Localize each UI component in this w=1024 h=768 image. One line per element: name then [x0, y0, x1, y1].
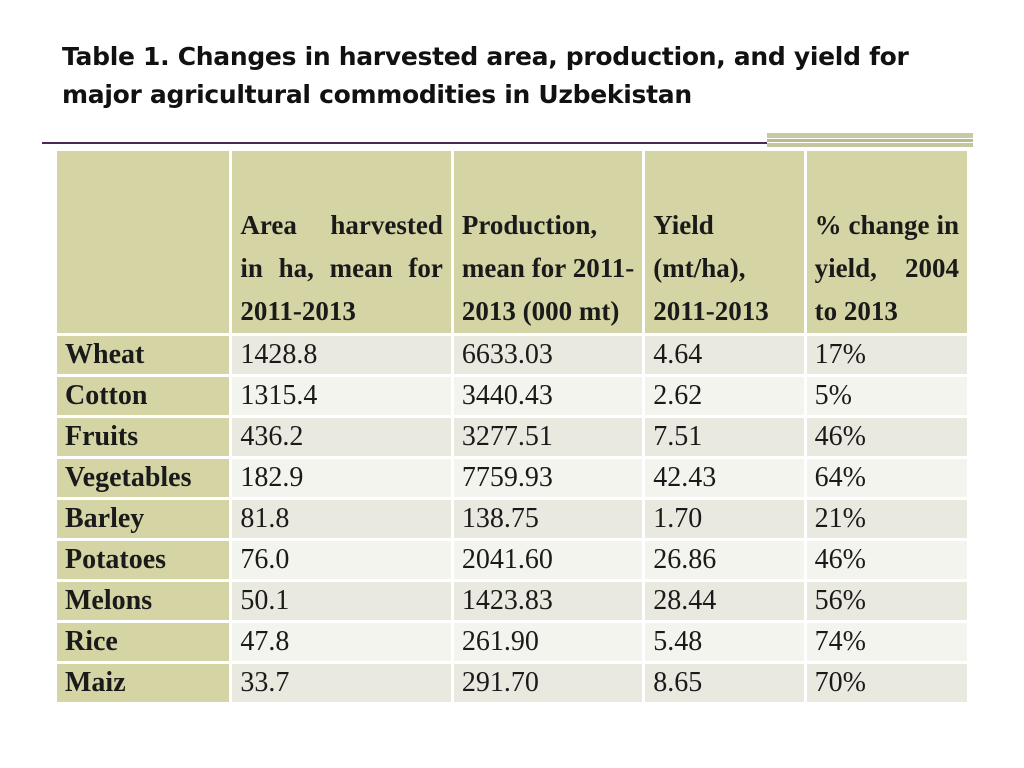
table-row: [57, 664, 967, 702]
cell-yield: 2.62: [645, 377, 803, 415]
table-row: [57, 500, 967, 538]
cell-area: 1315.4: [232, 377, 450, 415]
cell-yield: 42.43: [645, 459, 803, 497]
cell-change: 46%: [807, 541, 967, 579]
row-commodity: Maiz: [57, 664, 229, 702]
cell-change: 70%: [807, 664, 967, 702]
cell-production: 261.90: [454, 623, 642, 661]
header-production: Production, mean for 2011-2013 (000 mt): [454, 151, 642, 333]
table-header-row: [57, 151, 967, 333]
table-row: [57, 418, 967, 456]
header-area: Area harvested in ha, mean for 2011-2013: [232, 151, 450, 333]
cell-area: 81.8: [232, 500, 450, 538]
table-row: [57, 623, 967, 661]
cell-area: 1428.8: [232, 336, 450, 374]
cell-production: 3440.43: [454, 377, 642, 415]
table-row: [57, 459, 967, 497]
row-commodity: Wheat: [57, 336, 229, 374]
cell-yield: 1.70: [645, 500, 803, 538]
cell-area: 50.1: [232, 582, 450, 620]
cell-yield: 28.44: [645, 582, 803, 620]
header-change: % change in yield, 2004 to 2013: [807, 151, 967, 333]
cell-production: 2041.60: [454, 541, 642, 579]
cell-area: 76.0: [232, 541, 450, 579]
row-commodity: Cotton: [57, 377, 229, 415]
cell-yield: 5.48: [645, 623, 803, 661]
row-commodity: Vegetables: [57, 459, 229, 497]
cell-area: 47.8: [232, 623, 450, 661]
row-commodity: Melons: [57, 582, 229, 620]
row-commodity: Potatoes: [57, 541, 229, 579]
cell-change: 21%: [807, 500, 967, 538]
cell-area: 182.9: [232, 459, 450, 497]
row-commodity: Barley: [57, 500, 229, 538]
cell-production: 291.70: [454, 664, 642, 702]
cell-yield: 7.51: [645, 418, 803, 456]
header-commodity: [57, 151, 229, 333]
cell-change: 5%: [807, 377, 967, 415]
table-row: [57, 336, 967, 374]
cell-production: 3277.51: [454, 418, 642, 456]
cell-production: 1423.83: [454, 582, 642, 620]
cell-area: 33.7: [232, 664, 450, 702]
cell-change: 46%: [807, 418, 967, 456]
commodity-table: [54, 148, 970, 705]
cell-production: 6633.03: [454, 336, 642, 374]
table-row: [57, 541, 967, 579]
cell-production: 138.75: [454, 500, 642, 538]
cell-change: 17%: [807, 336, 967, 374]
cell-change: 64%: [807, 459, 967, 497]
cell-change: 74%: [807, 623, 967, 661]
cell-yield: 26.86: [645, 541, 803, 579]
cell-change: 56%: [807, 582, 967, 620]
cell-area: 436.2: [232, 418, 450, 456]
cell-production: 7759.93: [454, 459, 642, 497]
title-divider-line: [42, 142, 767, 144]
slide-title: Table 1. Changes in harvested area, production, and yield for major agricultural commodities in Uzbekistan: [62, 42, 909, 109]
header-yield: Yield (mt/ha), 2011-2013: [645, 151, 803, 333]
table-row: [57, 377, 967, 415]
cell-yield: 4.64: [645, 336, 803, 374]
cell-yield: 8.65: [645, 664, 803, 702]
row-commodity: Fruits: [57, 418, 229, 456]
row-commodity: Rice: [57, 623, 229, 661]
table-row: [57, 582, 967, 620]
